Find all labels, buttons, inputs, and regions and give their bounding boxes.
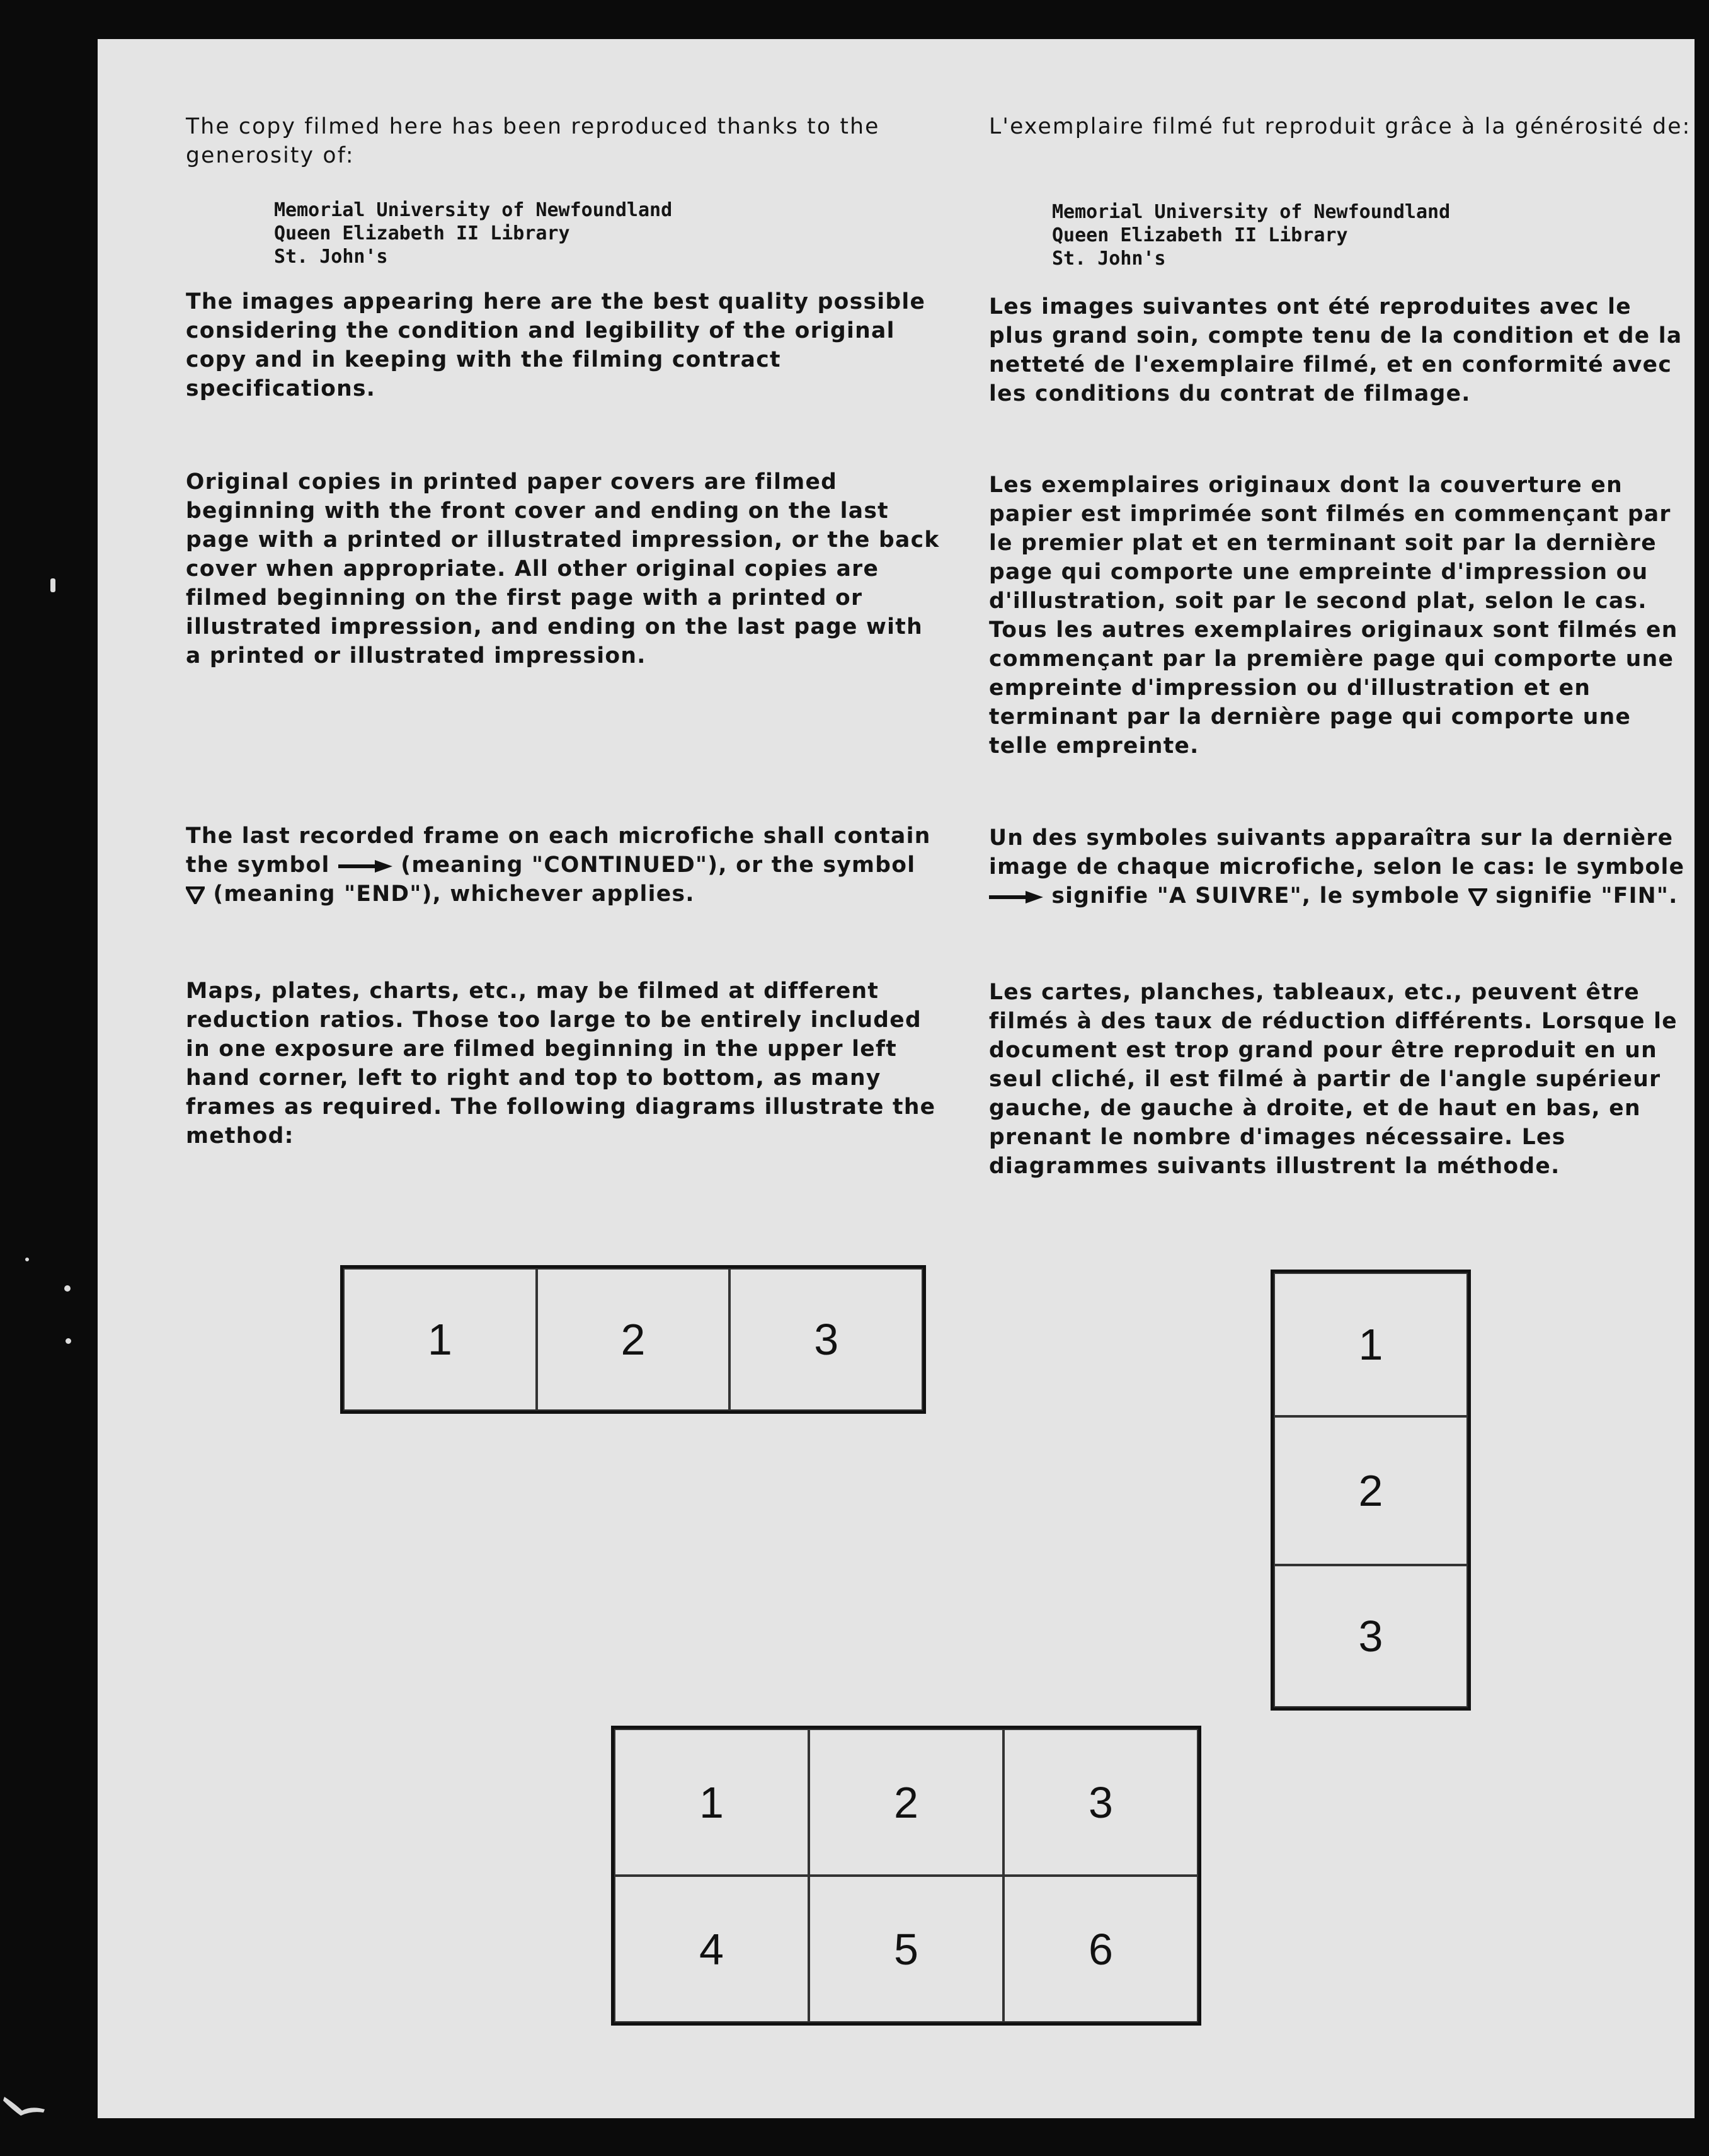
english-copies-note: Original copies in printed paper covers are filmed beginning with the front cover and ending on the last page with a printed or illustrated impression, or the back cover when appropriate. All other original copies are filmed beginning on the first page with a printed or illustrated impression, and ending on the last page with a printed or illustrated impression.	[186, 469, 940, 668]
english-symbols-text-b: (meaning "CONTINUED"), or the symbol	[401, 852, 916, 878]
french-symbols-text-c: signifie "FIN".	[1495, 883, 1678, 909]
frame-cell: 5	[809, 1876, 1003, 2022]
film-speck	[50, 578, 55, 592]
french-intro: L'exemplaire filmé fut reproduit grâce à la générosité de:	[989, 114, 1691, 139]
french-symbols-note	[989, 823, 1695, 910]
frame-cell: 3	[1274, 1565, 1468, 1707]
english-institution: Memorial University of Newfoundland Queen Elizabeth II Library St. John's	[274, 199, 673, 268]
french-maps-note: Les cartes, planches, tableaux, etc., peuvent être filmés à des taux de réduction différents. Lorsque le document est trop grand pour être reproduit en un seul cliché, il est filmé à partir de l'angle supérieur gauche, de gauche à droite, et de haut en bas, en prenant le nombre d'images nécessaire. Les diagrammes suivants illustrent la méthode.	[989, 980, 1678, 1179]
frame-cell: 6	[1003, 1876, 1198, 2022]
frame-cell: 2	[537, 1268, 730, 1411]
continued-arrow-icon	[338, 860, 392, 873]
frame-cell: 3	[1003, 1729, 1198, 1876]
english-symbols-text-a: The last recorded frame on each microfiche shall contain the symbol	[186, 823, 931, 878]
horizontal-frame-diagram	[340, 1265, 926, 1414]
french-institution: Memorial University of Newfoundland Queen Elizabeth II Library St. John's	[1052, 201, 1451, 270]
french-quality-note: Les images suivantes ont été reproduites avec le plus grand soin, compte tenu de la condition et de la netteté de l'exemplaire filmé, et en conformité avec les conditions du contrat de filmage.	[989, 294, 1683, 406]
french-symbols-text-b: signifie "A SUIVRE", le symbole	[1051, 883, 1460, 909]
end-triangle-icon	[1468, 888, 1487, 906]
page-sheet	[98, 39, 1695, 2118]
vertical-frame-diagram	[1271, 1270, 1471, 1711]
film-speck	[25, 1258, 29, 1261]
film-edge-mark	[3, 2092, 47, 2117]
frame-cell: 1	[1274, 1273, 1468, 1416]
english-symbols-text-c: (meaning "END"), whichever applies.	[213, 881, 695, 907]
film-speck	[64, 1285, 71, 1292]
english-maps-note: Maps, plates, charts, etc., may be filmed at different reduction ratios. Those too large to be entirely included in one exposure are filmed beginning in the upper left hand corner, left to right and top to bottom, as many frames as required. The following diagrams illustrate the method:	[186, 978, 936, 1149]
frame-cell: 1	[614, 1729, 809, 1876]
frame-cell: 2	[1274, 1416, 1468, 1565]
english-intro: The copy filmed here has been reproduced thanks to the generosity of:	[186, 114, 880, 168]
end-triangle-icon	[186, 886, 205, 904]
french-copies-note: Les exemplaires originaux dont la couverture en papier est imprimée sont filmés en commençant par le premier plat et en terminant soit par la dernière page qui comporte une empreinte d'impression ou d'illustration, soit par le second plat, selon le cas. Tous les autres exemplaires originaux sont filmés en commençant par la première page qui comporte une empreinte d'impression ou d'illustration et en terminant par la dernière page qui comporte une telle empreinte.	[989, 473, 1678, 759]
frame-cell: 3	[729, 1268, 923, 1411]
frame-cell: 2	[809, 1729, 1003, 1876]
english-symbols-note	[186, 822, 942, 909]
frame-cell: 1	[343, 1268, 537, 1411]
frame-cell: 4	[614, 1876, 809, 2022]
english-quality-note: The images appearing here are the best quality possible considering the condition and legibility of the original copy and in keeping with the filming contract specifications.	[186, 289, 926, 401]
film-speck	[66, 1338, 71, 1344]
french-symbols-text-a: Un des symboles suivants apparaîtra sur la dernière image de chaque microfiche, selon le cas: le symbole	[989, 825, 1685, 880]
grid-frame-diagram	[611, 1726, 1201, 2026]
continued-arrow-icon	[989, 891, 1043, 903]
